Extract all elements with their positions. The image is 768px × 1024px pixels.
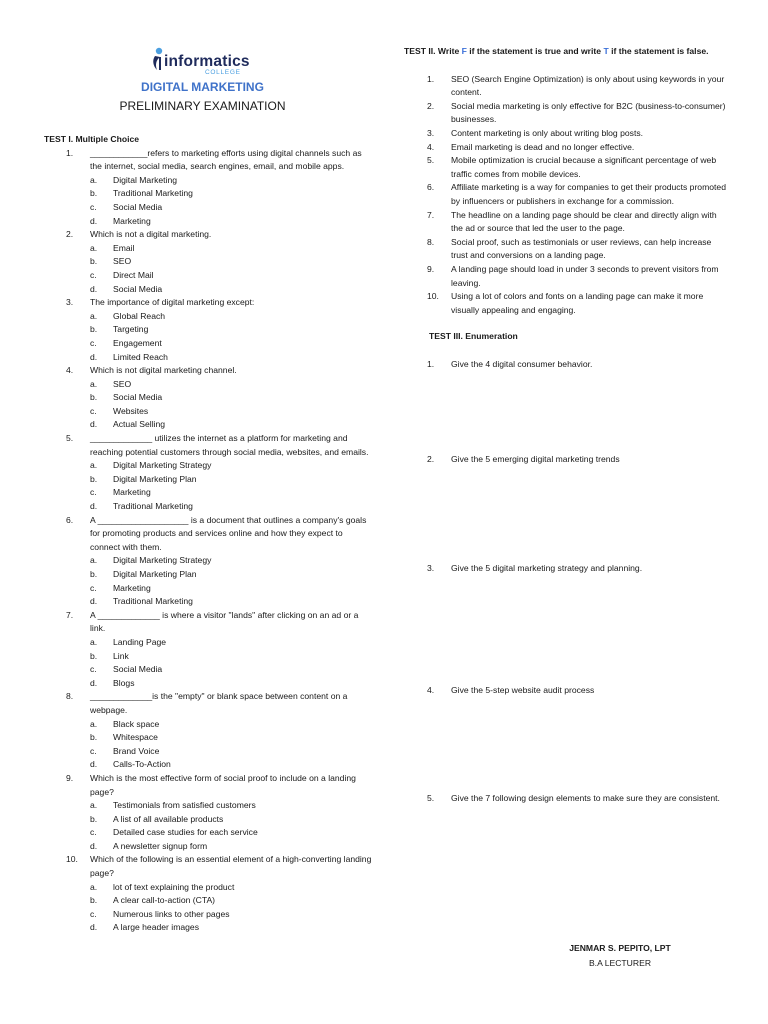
option-text: Digital Marketing Plan — [113, 569, 197, 579]
document-title: DIGITAL MARKETING — [141, 80, 264, 94]
answer-option — [44, 405, 372, 419]
question-number: 1. — [66, 147, 74, 158]
question-number: 8. — [66, 691, 74, 702]
question-text: Which is not digital marketing channel. — [90, 365, 237, 376]
question-item — [44, 853, 372, 880]
enumeration-text: Give the 4 digital consumer behavior. — [451, 358, 593, 369]
option-letter: b. — [90, 813, 98, 824]
question-number: 5. — [66, 433, 74, 444]
statement-item — [404, 100, 730, 127]
college-logo — [150, 46, 260, 78]
option-text: Whitespace — [113, 732, 158, 743]
question-item — [44, 514, 372, 555]
question-item — [44, 432, 372, 459]
option-letter: a. — [90, 718, 98, 729]
question-text: Which is not a digital marketing. — [90, 229, 212, 240]
enumeration-number: 1. — [427, 358, 435, 369]
answer-option — [44, 242, 372, 256]
statement-item — [404, 263, 730, 290]
logo-subtext: COLLEGE — [205, 69, 241, 76]
option-text: Marketing — [113, 582, 151, 593]
option-letter: c. — [90, 405, 97, 416]
question-number: 10. — [66, 854, 78, 865]
option-letter: c. — [90, 664, 97, 675]
answer-option — [44, 187, 372, 201]
answer-option — [44, 269, 372, 283]
answer-option — [44, 881, 372, 895]
option-text: Numerous links to other pages — [113, 908, 230, 919]
question-text: ____________refers to marketing efforts using digital channels such as the internet, social media, search engines, email, and mobile apps. — [90, 147, 362, 172]
option-text: Calls-To-Action — [113, 759, 171, 770]
statement-number: 1. — [427, 73, 435, 84]
option-letter: c. — [90, 337, 97, 348]
option-text: Marketing — [113, 215, 151, 226]
answer-option — [44, 174, 372, 188]
option-letter: c. — [90, 745, 97, 756]
option-letter: a. — [90, 174, 98, 185]
option-text: SEO — [113, 256, 132, 267]
statement-number: 8. — [427, 236, 435, 247]
option-letter: d. — [90, 840, 98, 851]
statement-number: 3. — [427, 127, 435, 138]
statement-item — [404, 236, 730, 263]
question-item — [44, 690, 372, 717]
answer-option — [44, 663, 372, 677]
statement-text: Affiliate marketing is a way for companies to get their products promoted by influencers or publishers in exchange for a commission. — [451, 182, 726, 206]
option-letter: a. — [90, 460, 98, 471]
statement-item — [404, 127, 730, 141]
option-letter: d. — [90, 922, 98, 933]
option-text: Digital Marketing — [113, 174, 177, 185]
statement-item — [404, 141, 730, 155]
option-text: Limited Reach — [113, 351, 168, 362]
statement-number: 9. — [427, 263, 435, 274]
answer-option — [44, 745, 372, 759]
option-text: Brand Voice — [113, 745, 160, 756]
test-2-title-end: if the statement is false. — [608, 46, 709, 56]
answer-option — [44, 568, 372, 582]
option-text: Landing Page — [113, 636, 167, 647]
option-letter: b. — [90, 473, 98, 484]
statement-item — [404, 181, 730, 208]
enumeration-text: Give the 5 digital marketing strategy and planning. — [451, 563, 643, 574]
test-3-item-list — [404, 358, 730, 806]
right-column — [404, 45, 730, 806]
answer-option — [44, 595, 372, 609]
statement-number: 2. — [427, 100, 435, 111]
option-text: Traditional Marketing — [113, 596, 193, 607]
option-text: A clear call-to-action (CTA) — [113, 895, 216, 906]
question-number: 3. — [66, 297, 74, 308]
enumeration-number: 5. — [427, 793, 435, 804]
answer-option — [44, 554, 372, 568]
option-text: Digital Marketing Plan — [113, 473, 197, 484]
question-text: The importance of digital marketing except: — [90, 297, 255, 308]
enumeration-item — [404, 562, 730, 576]
answer-option — [44, 908, 372, 922]
answer-option — [44, 337, 372, 351]
option-text: Websites — [113, 405, 149, 416]
question-text: A _____________ is where a visitor "lands" after clicking on an ad or a link. — [90, 609, 359, 634]
answer-option — [44, 894, 372, 908]
option-letter: c. — [90, 582, 97, 593]
option-letter: c. — [90, 827, 97, 838]
question-text: _____________ utilizes the internet as a platform for marketing and reaching potential customers through social media, websites, and emails. — [90, 433, 369, 457]
test-2-title — [404, 45, 730, 59]
answer-option — [44, 323, 372, 337]
test-2-title-middle: if the statement is true and write — [466, 46, 604, 56]
question-number: 2. — [66, 229, 74, 240]
question-item — [44, 147, 372, 174]
statement-text: Social proof, such as testimonials or user reviews, can help increase trust and conversions on a landing page. — [451, 236, 712, 261]
question-item — [44, 296, 372, 310]
enumeration-text: Give the 7 following design elements to make sure they are consistent. — [451, 793, 720, 804]
option-letter: a. — [90, 242, 98, 253]
option-text: Detailed case studies for each service — [113, 827, 258, 838]
option-letter: c. — [90, 487, 97, 498]
answer-option — [44, 459, 372, 473]
option-text: Black space — [113, 718, 160, 729]
option-letter: d. — [90, 759, 98, 770]
question-number: 7. — [66, 609, 74, 620]
option-text: Engagement — [113, 337, 162, 348]
statement-item — [404, 73, 730, 100]
answer-option — [44, 677, 372, 691]
option-letter: d. — [90, 283, 98, 294]
enumeration-number: 4. — [427, 684, 435, 695]
option-letter: d. — [90, 215, 98, 226]
option-text: Email — [113, 242, 135, 253]
option-letter: c. — [90, 269, 97, 280]
answer-option — [44, 418, 372, 432]
answer-option — [44, 799, 372, 813]
statement-text: The headline on a landing page should be clear and directly align with the ad or source that led the user to the page. — [451, 209, 717, 234]
option-letter: d. — [90, 677, 98, 688]
option-text: Social Media — [113, 283, 163, 294]
question-item — [44, 772, 372, 799]
option-letter: b. — [90, 895, 98, 906]
option-text: A large header images — [113, 922, 199, 933]
option-text: A list of all available products — [113, 813, 224, 824]
enumeration-number: 2. — [427, 454, 435, 465]
option-letter: b. — [90, 256, 98, 267]
false-mark: F — [461, 46, 467, 56]
answer-option — [44, 500, 372, 514]
option-text: Direct Mail — [113, 269, 154, 280]
logo-text: informatics — [164, 53, 250, 70]
option-text: Traditional Marketing — [113, 501, 193, 512]
statement-text: Mobile optimization is crucial because a significant percentage of web traffic comes from mobile devices. — [451, 155, 717, 179]
enumeration-number: 3. — [427, 563, 435, 574]
answer-option — [44, 310, 372, 324]
question-text: _____________is the "empty" or blank space between content on a webpage. — [90, 691, 348, 715]
option-letter: a. — [90, 555, 98, 566]
question-text: Which is the most effective form of social proof to include on a landing page? — [90, 772, 356, 797]
answer-option — [44, 215, 372, 229]
option-letter: b. — [90, 188, 98, 199]
option-letter: d. — [90, 596, 98, 607]
option-letter: c. — [90, 201, 97, 212]
statement-number: 4. — [427, 141, 435, 152]
answer-option — [44, 636, 372, 650]
document-subtitle: PRELIMINARY EXAMINATION — [119, 99, 286, 113]
question-text: Which of the following is an essential element of a high-converting landing page? — [90, 854, 372, 879]
enumeration-item — [404, 792, 730, 806]
question-item — [44, 364, 372, 378]
answer-option — [44, 582, 372, 596]
option-text: Social Media — [113, 664, 163, 675]
statement-number: 7. — [427, 209, 435, 220]
option-letter: b. — [90, 569, 98, 579]
answer-option — [44, 391, 372, 405]
option-text: Testimonials from satisfied customers — [113, 800, 256, 811]
test-2-title-start: TEST II. Write — [404, 46, 462, 56]
answer-option — [44, 486, 372, 500]
option-text: Social Media — [113, 201, 163, 212]
question-item — [44, 228, 372, 242]
option-text: lot of text explaining the product — [113, 881, 235, 892]
question-item — [44, 609, 372, 636]
enumeration-text: Give the 5-step website audit process — [451, 684, 595, 695]
option-letter: b. — [90, 392, 98, 403]
option-letter: b. — [90, 650, 98, 661]
option-text: Social Media — [113, 392, 163, 403]
answer-option — [44, 255, 372, 269]
signature-block — [560, 941, 680, 971]
answer-option — [44, 283, 372, 297]
question-text: A ___________________ is a document that outlines a company's goals for promoting products and services online and how they expect to connect with them. — [90, 514, 367, 552]
option-letter: c. — [90, 908, 97, 919]
option-text: SEO — [113, 378, 132, 389]
option-letter: a. — [90, 881, 98, 892]
question-number: 6. — [66, 514, 74, 525]
option-text: Digital Marketing Strategy — [113, 555, 212, 566]
answer-option — [44, 351, 372, 365]
true-mark: T — [603, 46, 609, 56]
option-text: Targeting — [113, 324, 149, 335]
option-letter: b. — [90, 732, 98, 743]
answer-option — [44, 718, 372, 732]
answer-option — [44, 758, 372, 772]
enumeration-item — [404, 684, 730, 698]
statement-item — [404, 154, 730, 181]
test-1-section — [44, 133, 372, 935]
signer-name: JENMAR S. PEPITO, LPT — [569, 943, 671, 953]
test-1-question-list — [44, 147, 372, 935]
question-number: 4. — [66, 365, 74, 376]
answer-option — [44, 378, 372, 392]
option-letter: d. — [90, 419, 98, 430]
statement-text: Content marketing is only about writing blog posts. — [451, 127, 644, 138]
statement-text: Email marketing is dead and no longer effective. — [451, 141, 635, 152]
enumeration-item — [404, 358, 730, 372]
answer-option — [44, 840, 372, 854]
answer-option — [44, 826, 372, 840]
statement-text: A landing page should load in under 3 seconds to prevent visitors from leaving. — [451, 263, 719, 288]
answer-option — [44, 201, 372, 215]
answer-option — [44, 921, 372, 935]
option-letter: b. — [90, 324, 98, 335]
option-letter: d. — [90, 501, 98, 512]
signer-position: B.A LECTURER — [588, 958, 652, 968]
statement-text: Social media marketing is only effective for B2C (business-to-consumer) businesses. — [451, 100, 726, 125]
option-letter: d. — [90, 351, 98, 362]
option-text: Marketing — [113, 487, 151, 498]
statement-item — [404, 290, 730, 317]
answer-option — [44, 813, 372, 827]
test-1-title: TEST I. Multiple Choice — [44, 134, 140, 144]
statement-text: Using a lot of colors and fonts on a landing page can make it more visually appealing and engaging. — [451, 291, 704, 315]
option-text: Blogs — [113, 677, 135, 688]
enumeration-text: Give the 5 emerging digital marketing trends — [451, 454, 620, 465]
statement-text: SEO (Search Engine Optimization) is only about using keywords in your content. — [451, 73, 725, 98]
option-letter: a. — [90, 800, 98, 811]
option-text: A newsletter signup form — [113, 840, 208, 851]
question-number: 9. — [66, 772, 74, 783]
answer-option — [44, 731, 372, 745]
option-text: Global Reach — [113, 310, 166, 321]
option-text: Link — [113, 650, 129, 661]
statement-number: 6. — [427, 182, 435, 193]
option-text: Traditional Marketing — [113, 188, 193, 199]
test-2-statement-list — [404, 73, 730, 318]
option-letter: a. — [90, 310, 98, 321]
option-text: Digital Marketing Strategy — [113, 460, 212, 471]
option-letter: a. — [90, 636, 98, 647]
enumeration-item — [404, 453, 730, 467]
option-letter: a. — [90, 378, 98, 389]
option-text: Actual Selling — [113, 419, 166, 430]
statement-number: 5. — [427, 155, 435, 166]
statement-number: 10. — [427, 291, 439, 302]
test-3-title: TEST III. Enumeration — [429, 331, 518, 342]
statement-item — [404, 209, 730, 236]
answer-option — [44, 650, 372, 664]
answer-option — [44, 473, 372, 487]
